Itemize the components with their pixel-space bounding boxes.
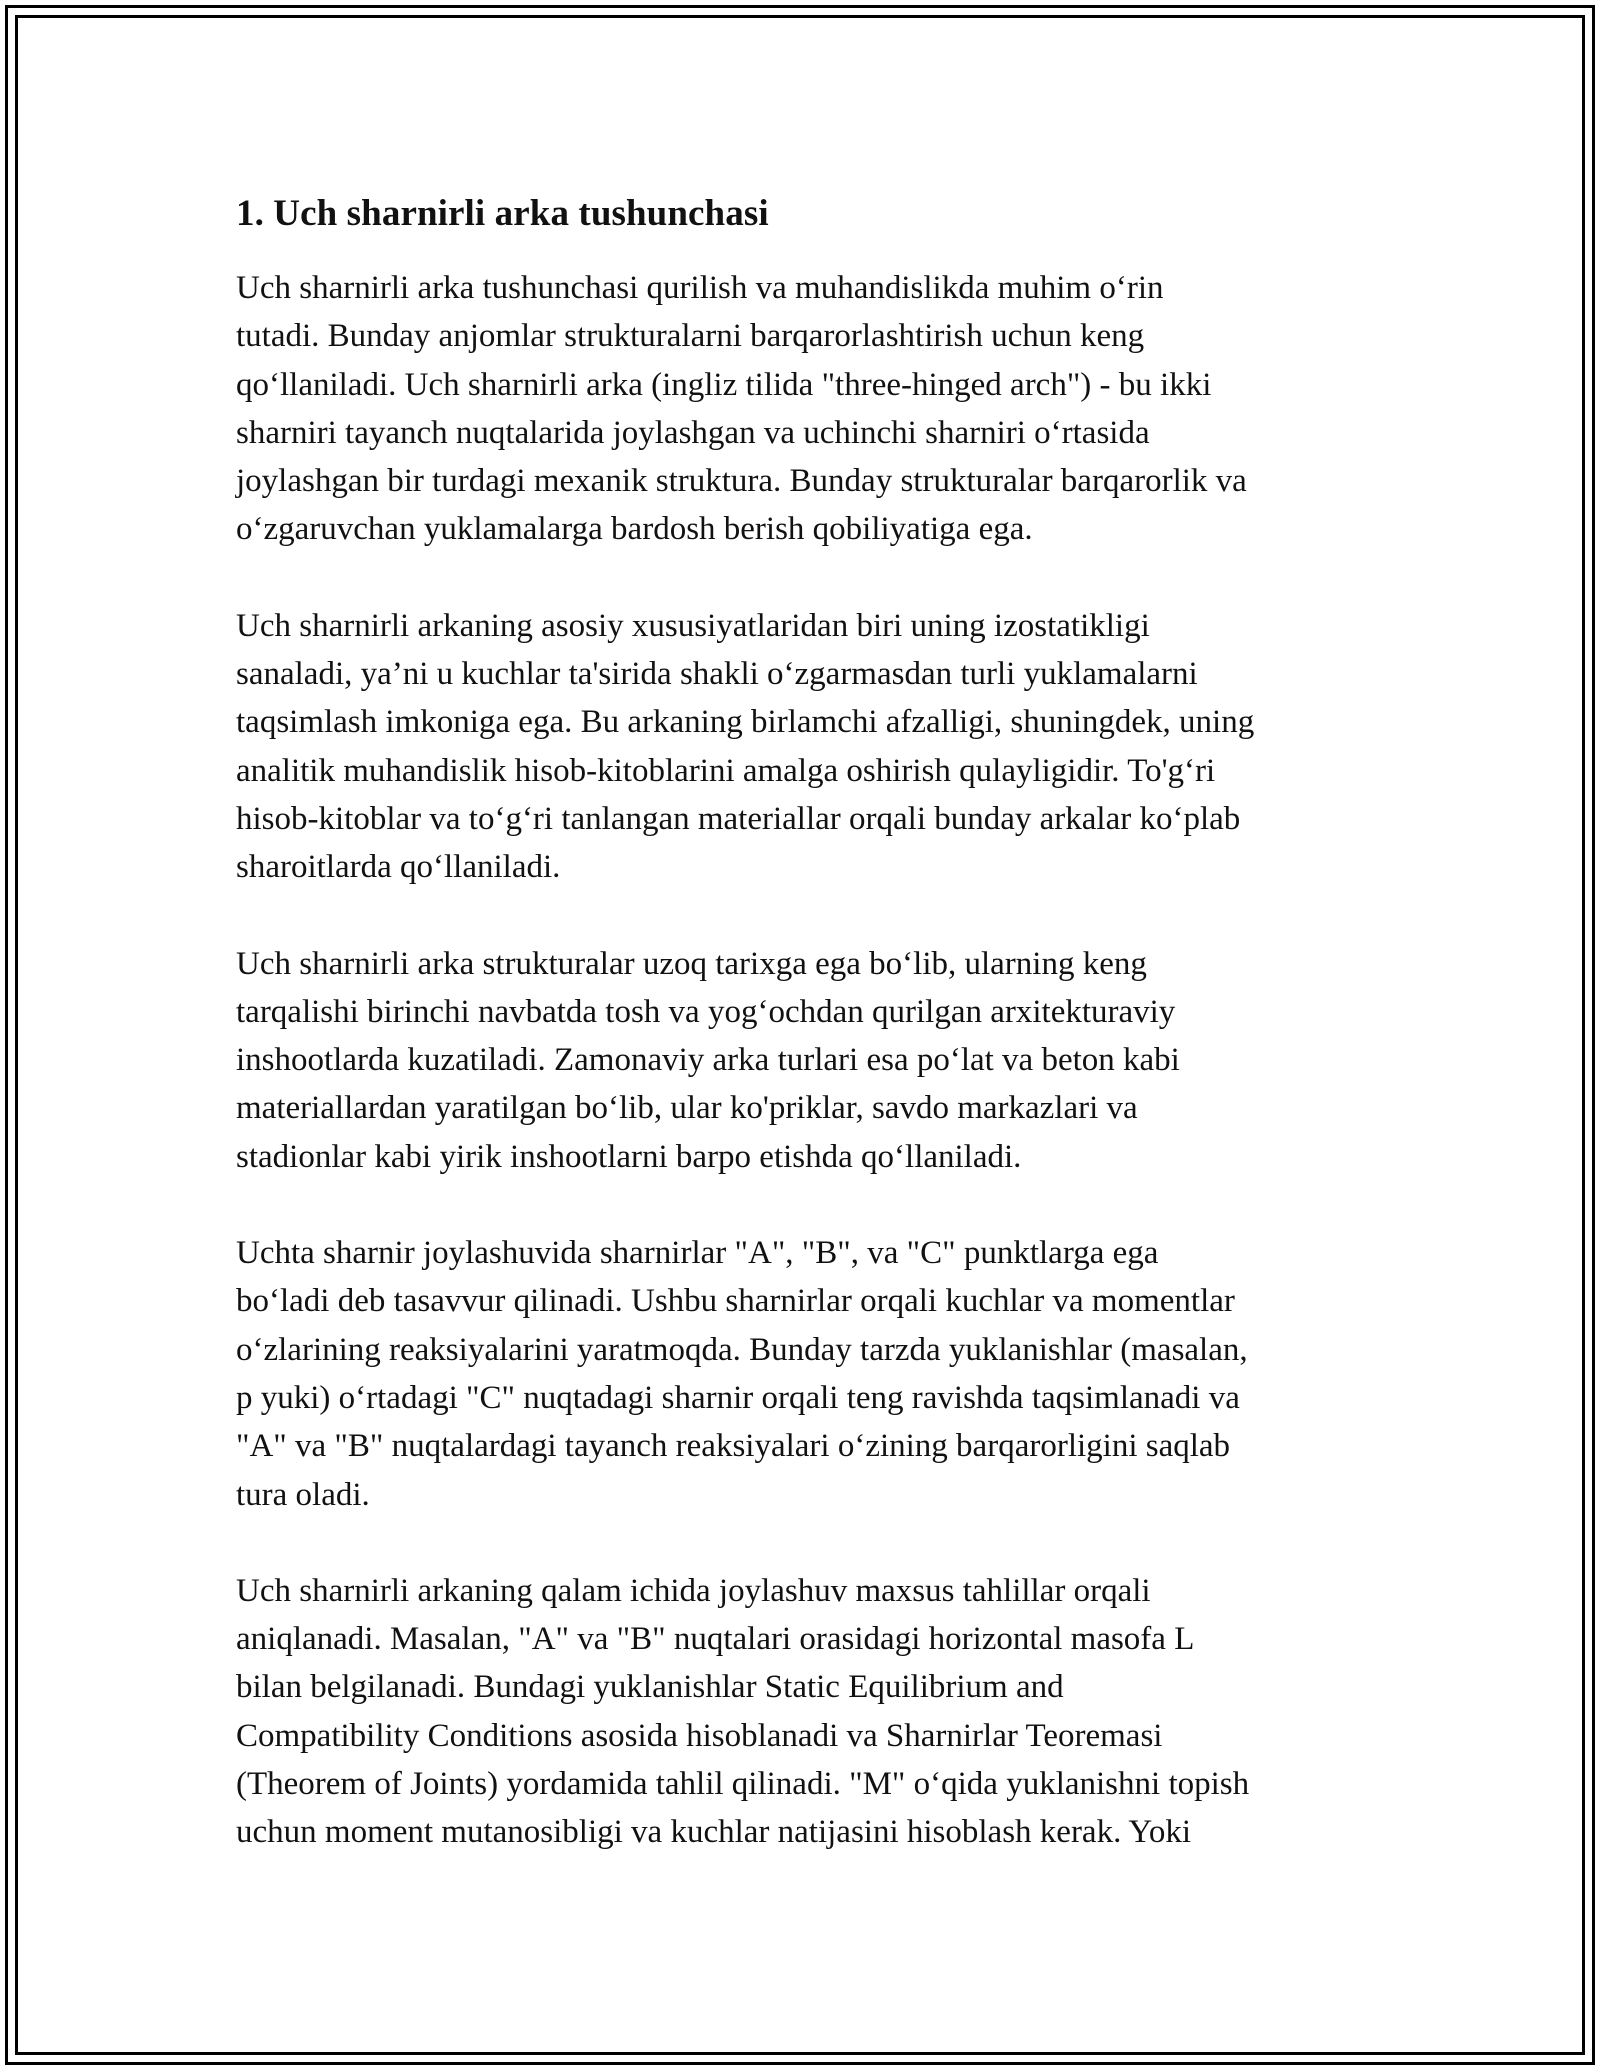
paragraph-4: Uchta sharnir joylashuvida sharnirlar "A", "B", va "C" punktlarga ega bo‘ladi deb tasavvur qilinadi. Ushbu sharnirlar orqali kuchlar va momentlar o‘zlarining reaksiyalarini yaratmoqda. Bunday tarzda yuklanishlar (masalan, p yuki) o‘rtadagi "C" nuqtadagi sharnir orqali teng ravishda taqsimlanadi va "A" va "B" nuqtalardagi tayanch reaksiyalari o‘zining barqarorligini saqlab tura oladi.	[236, 1235, 1248, 1513]
paragraph-5: Uch sharnirli arkaning qalam ichida joylashuv maxsus tahlillar orqali aniqlanadi. Masalan, "A" va "B" nuqtalari orasidagi horizontal masofa L bilan belgilanadi. Bundagi yuklanishlar Static Equilibrium and Compatibility Conditions asosida hisoblanadi va Sharnirlar Teoremasi (Theorem of Joints) yordamida tahlil qilinadi. "M" o‘qida yuklanishni topish uchun moment mutanosibligi va kuchlar natijasini hisoblash kerak. Yoki	[236, 1572, 1250, 1851]
document-body	[236, 188, 1396, 1857]
paragraph-3: Uch sharnirli arka strukturalar uzoq tarixga ega bo‘lib, ularning keng tarqalishi birinchi navbatda tosh va yog‘ochdan qurilgan arxitekturaviy inshootlarda kuzatiladi. Zamonaviy arka turlari esa po‘lat va beton kabi materiallardan yaratilgan bo‘lib, ular ko'priklar, savdo markazlari va stadionlar kabi yirik inshootlarni barpo etishda qo‘llaniladi.	[236, 945, 1180, 1175]
paragraph-1: Uch sharnirli arka tushunchasi qurilish va muhandislikda muhim o‘rin tutadi. Bunday anjomlar strukturalarni barqarorlashtirish uchun keng qo‘llaniladi. Uch sharnirli arka (ingliz tilida "three-hinged arch") - bu ikki sharniri tayanch nuqtalarida joylashgan va uchinchi sharniri o‘rtasida joylashgan bir turdagi mexanik struktura. Bunday strukturalar barqarorlik va o‘zgaruvchan yuklamalarga bardosh berish qobiliyatiga ega.	[236, 270, 1247, 548]
paragraph-2: Uch sharnirli arkaning asosiy xususiyatlaridan biri uning izostatikligi sanaladi, ya’ni u kuchlar ta'sirida shakli o‘zgarmasdan turli yuklamalarni taqsimlash imkoniga ega. Bu arkaning birlamchi afzalligi, shuningdek, uning analitik muhandislik hisob-kitoblarini amalga oshirish qulayligidir. To'g‘ri hisob-kitoblar va to‘g‘ri tanlangan materiallar orqali bunday arkalar ko‘plab sharoitlarda qo‘llaniladi.	[236, 607, 1255, 886]
section-heading: 1. Uch sharnirli arka tushunchasi	[236, 193, 769, 234]
